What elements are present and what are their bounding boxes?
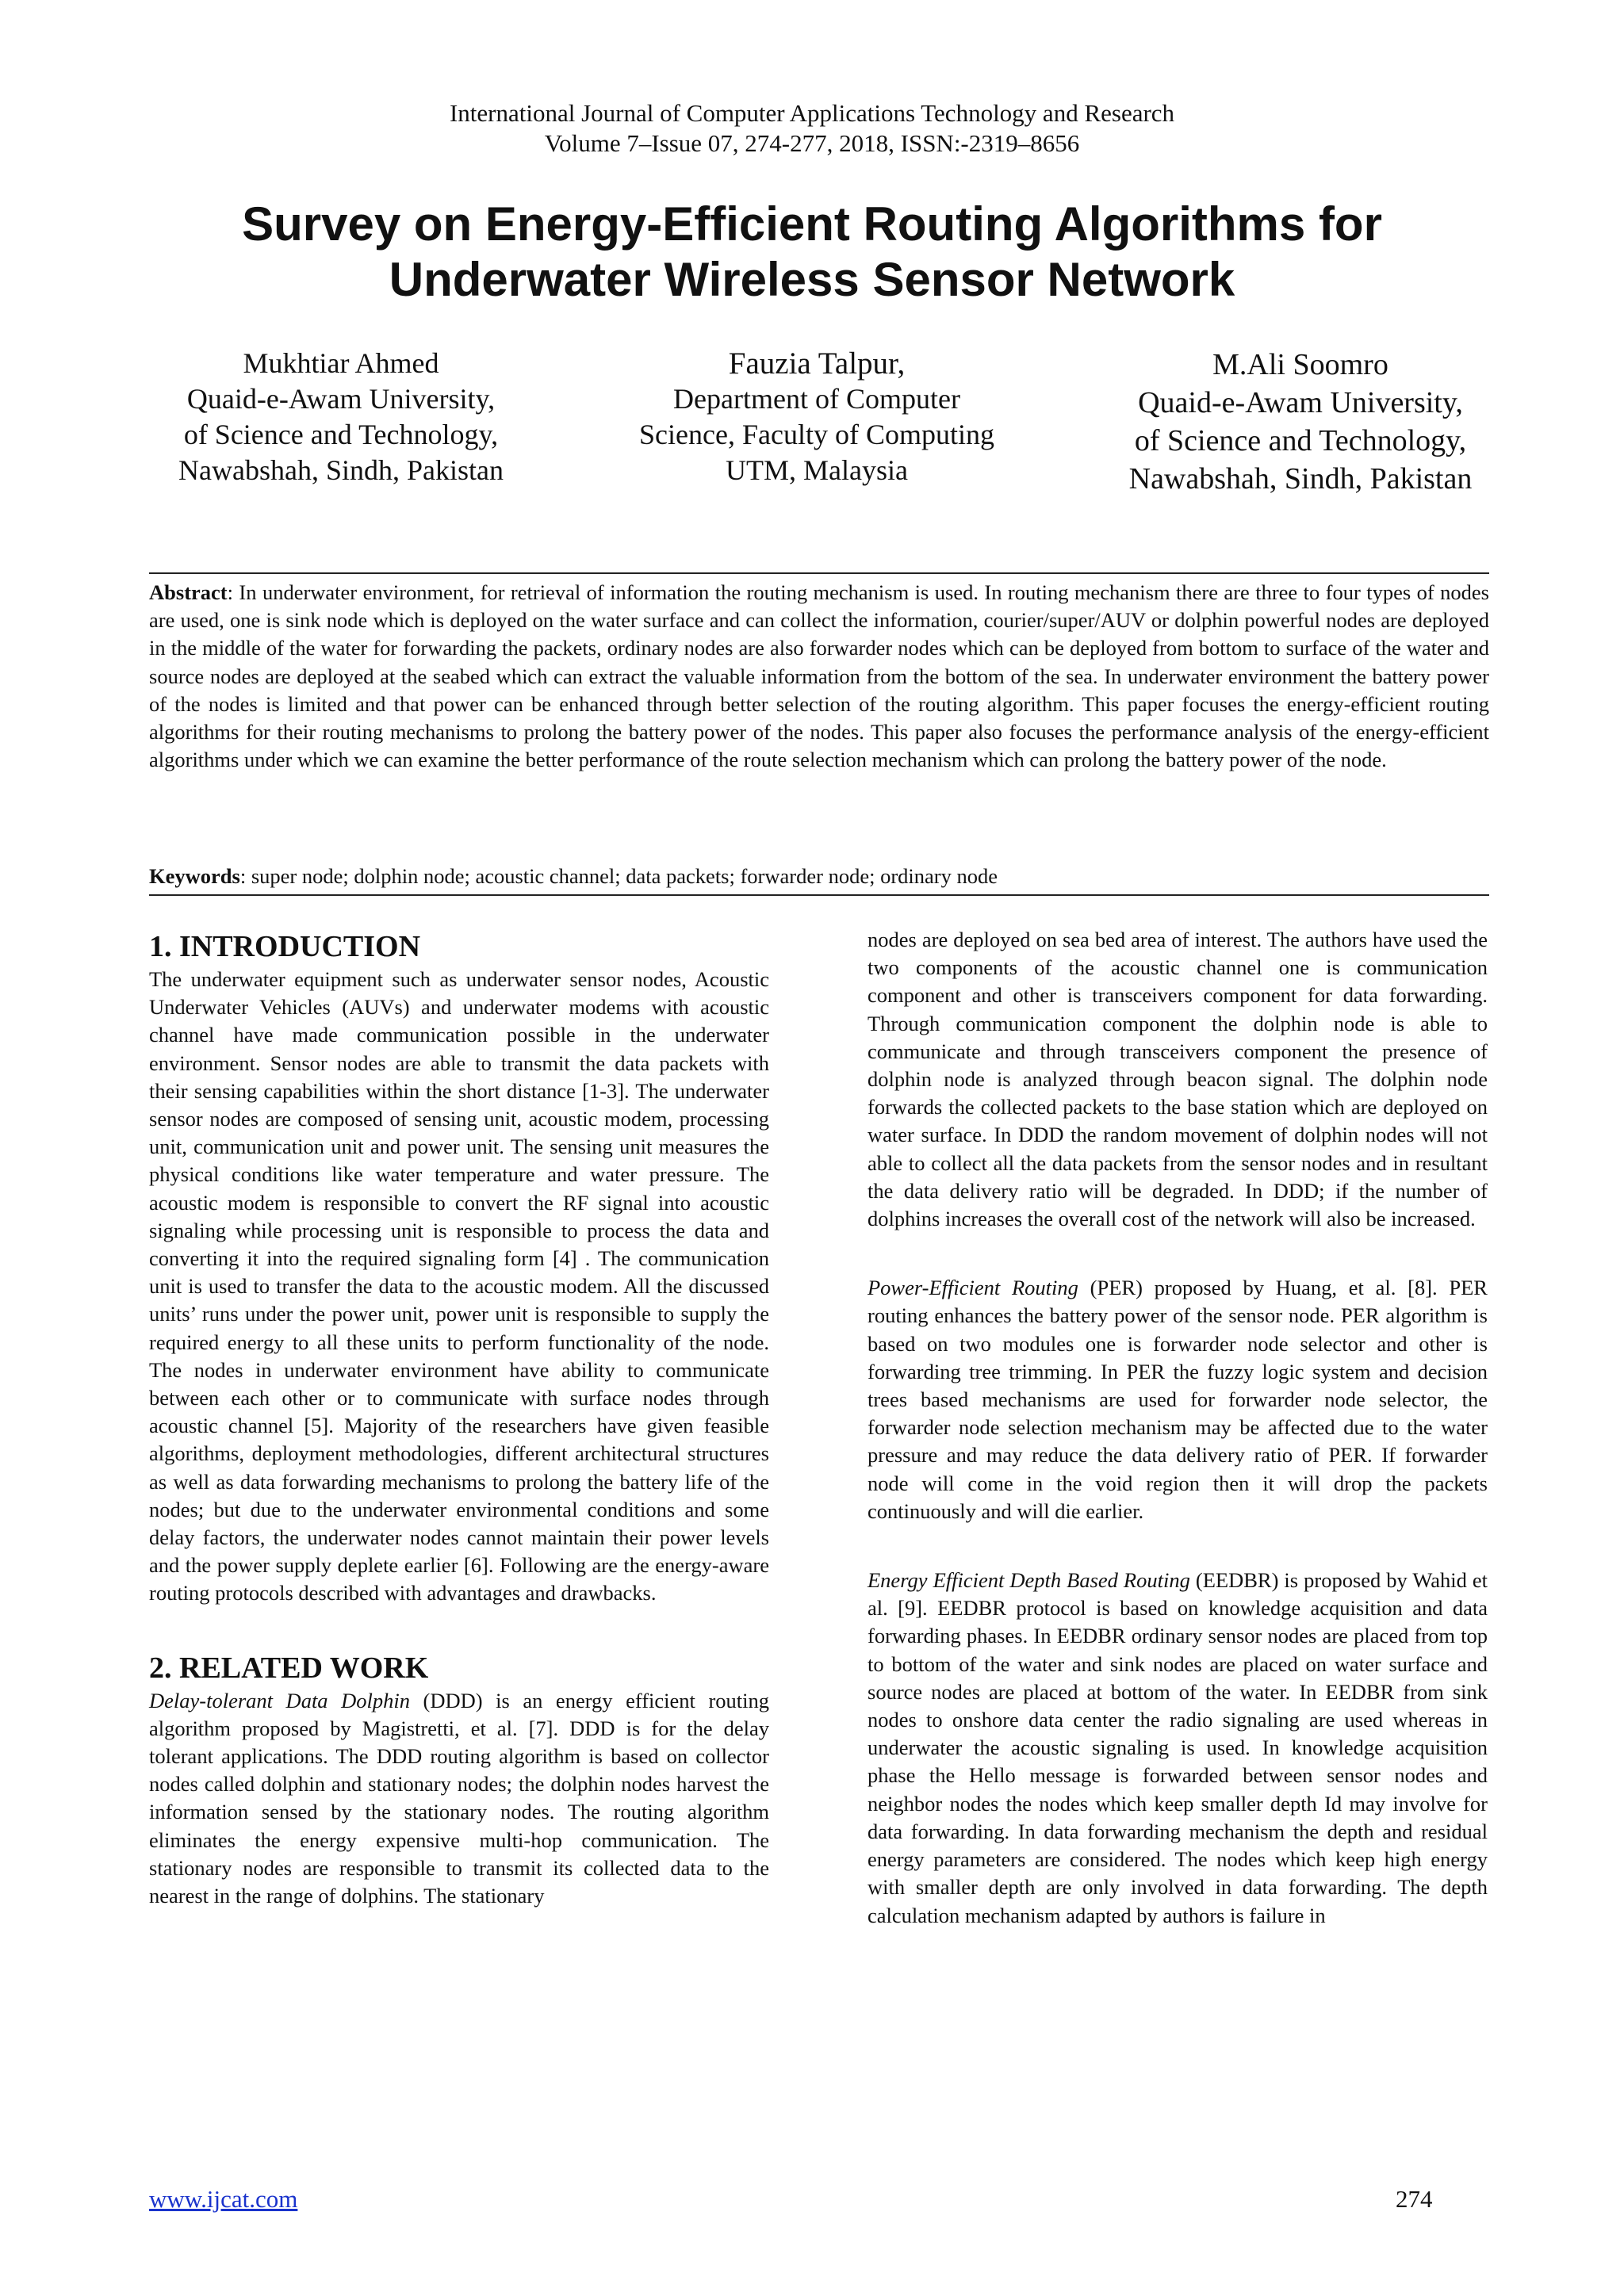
author-affiliation: UTM, Malaysia [726,454,908,486]
paragraph-per: Power-Efficient Routing (PER) proposed by Huang, et al. [8]. PER routing enhances the battery power of the sensor node. PER algorithm is based on two modules one is forwarder node selector and other is forwarding tree trimming. In PER the fuzzy logic system and decision trees based mechanisms are used for forwarder node selector, the forwarder node selection mechanism may be affected due to the water pressure and may reduce the data delivery ratio of PER. If forwarder node will come in the void region then it will drop the packets continuously and will die earlier. [868,1276,1488,1523]
keywords-text: : super node; dolphin node; acoustic channel; data packets; forwarder node; ordinary node [239,864,998,888]
abstract-text: : In underwater environment, for retrieval of information the routing mechanism is used. In routing mechanism there are three to four types of nodes are used, one is sink node which is deployed on the water surface and can collect the information, courier/super/AUV or dolphin powerful nodes are deployed in the middle of the water for forwarding the packets, ordinary nodes are also forwarder nodes which can be deployed from bottom to surface of the water and source nodes are deployed at the seabed which can extract the valuable information from the bottom of the sea. In underwater environment the battery power of the nodes is limited and that power can be enhanced through better selection of the routing algorithm. This paper focuses the energy-efficient routing algorithms for their routing mechanisms to prolong the battery power of the nodes. This paper also focuses the performance analysis of the energy-efficient algorithms under which we can examine the better performance of the route selection mechanism which can prolong the battery power of the node. [149,580,1489,772]
left-column [149,928,769,1910]
author-block-3 [1071,346,1530,498]
journal-header [0,98,1624,159]
author-affiliation: Nawabshah, Sindh, Pakistan [178,454,504,486]
journal-volume: Volume 7–Issue 07, 274-277, 2018, ISSN:-2319–8656 [544,129,1080,157]
journal-name: International Journal of Computer Applications Technology and Research [449,99,1175,127]
abstract [149,579,1489,774]
author-block-2 [611,346,1023,488]
author-name: M.Ali Soomro [1212,348,1388,381]
author-block-1 [143,346,539,488]
paragraph-ddd: Delay-tolerant Data Dolphin (DDD) is an energy efficient routing algorithm proposed by Magistretti, et al. [7]. DDD is for the delay tolerant applications. The DDD routing algorithm is based on collector nodes called dolphin and stationary nodes; the dolphin nodes harvest the information sensed by the stationary nodes. The routing algorithm eliminates the energy expensive multi-hop communication. The stationary nodes are responsible to transmit its collected data to the nearest in the range of dolphins. The stationary [149,1688,770,1908]
author-name: Mukhtiar Ahmed [243,347,439,379]
author-affiliation: Quaid-e-Awam University, [1138,386,1463,419]
title-line-2: Underwater Wireless Sensor Network [389,253,1235,306]
author-affiliation: Quaid-e-Awam University, [186,383,496,415]
paragraph-eedbr: Energy Efficient Depth Based Routing (EEDBR) is proposed by Wahid et al. [9]. EEDBR protocol is based on knowledge acquisition and data forwarding phases. In EEDBR ordinary sensor nodes are placed from top to bottom of the water and sink nodes are placed on water surface and source nodes are placed at bottom of the water. In EEDBR from sink nodes to onshore data center the radio signaling are used whereas in underwater the acoustic signaling is used. In knowledge acquisition phase the Hello message is forwarded between sensor nodes and neighbor nodes the nodes which keep smaller depth Id may involve for data forwarding. In data forwarding mechanism the depth and residual energy parameters are considered. The nodes which keep high energy with smaller depth are only involved in data forwarding. The depth calculation mechanism adapted by authors is failure in [868,1568,1488,1927]
page-number: 274 [1396,2185,1433,2213]
paragraph-ddd-continued: nodes are deployed on sea bed area of interest. The authors have used the two components of the acoustic channel one is communication component and other is transceivers component for data forwarding. Through communication component the dolphin node is able to communicate and through transceivers component the presence of dolphin node is analyzed through beacon signal. The dolphin node forwards the collected packets to the base station which are deployed on water surface. In DDD the random movement of dolphin nodes will not able to collect all the data packets from the sensor nodes and in resultant the data delivery ratio will be degraded. In DDD; if the number of dolphins increases the overall cost of the network will also be increased. [868,928,1488,1231]
section-heading-related-work: 2. RELATED WORK [149,1651,429,1685]
section-heading-introduction: 1. INTRODUCTION [149,930,421,963]
author-affiliation: Science, Faculty of Computing [639,419,994,450]
term-ddd: Delay-tolerant Data Dolphin [149,1688,410,1712]
author-affiliation: of Science and Technology, [183,419,499,450]
divider-top [149,572,1489,574]
paragraph-introduction: The underwater equipment such as underwater sensor nodes, Acoustic Underwater Vehicles (AUVs) and underwater modems with acoustic channel have made communication possible in the underwater environment. Sensor nodes are able to transmit the data packets with their sensing capabilities within the short distance [1-3]. The underwater sensor nodes are composed of sensing unit, acoustic modem, processing unit, communication unit and power unit. The sensing unit measures the physical conditions like water temperature and water pressure. The acoustic modem is responsible to convert the RF signal into acoustic signaling while processing unit is responsible to process the data and converting it into the required signaling form [4] . The communication unit is used to transfer the data to the acoustic modem. All the discussed units’ runs under the power unit, power unit is responsible to supply the required energy to all these units to perform functionality of the node. The nodes in underwater environment have ability to communicate between each other or to communicate with surface nodes through acoustic channel [5]. Majority of the researchers have given feasible algorithms, deployment methodologies, different architectural structures as well as data forwarding mechanisms to prolong the battery life of the nodes; but due to the underwater environmental conditions and some delay factors, the underwater nodes cannot maintain their power levels and the power supply deplete earlier [6]. Following are the energy-aware routing protocols described with advantages and drawbacks. [149,967,769,1605]
author-affiliation: Department of Computer [673,383,960,415]
footer-link[interactable]: www.ijcat.com [149,2185,298,2213]
divider-bottom [149,894,1489,896]
abstract-label: Abstract [149,580,228,604]
keywords [149,863,1489,890]
paper-title [79,197,1545,308]
term-eedbr: Energy Efficient Depth Based Routing [868,1568,1190,1593]
term-per: Power-Efficient Routing [868,1276,1078,1300]
keywords-label: Keywords [149,864,240,888]
title-line-1: Survey on Energy-Efficient Routing Algorithms for [242,197,1382,251]
author-name: Fauzia Talpur, [728,346,906,381]
author-affiliation: of Science and Technology, [1134,424,1467,457]
author-affiliation: Nawabshah, Sindh, Pakistan [1128,462,1473,496]
right-column [868,926,1488,1930]
